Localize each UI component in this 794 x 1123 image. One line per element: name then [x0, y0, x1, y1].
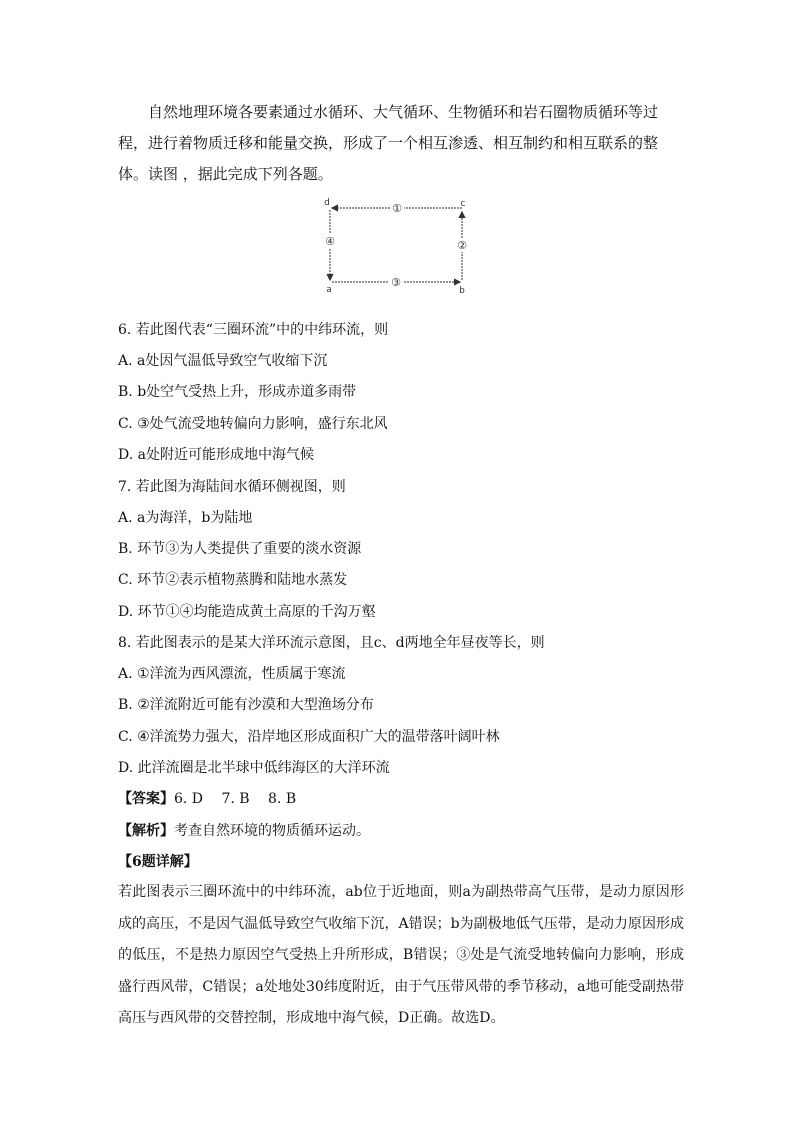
intro-paragraph: 自然地理环境各要素通过水循环、大气循环、生物循环和岩石圈物质循环等过程，进行着物质迁移和能量交换，形成了一个相互渗透、相互制约和相互联系的整体。读图 ，据此完成下列各题。	[118, 103, 659, 183]
question-8-option-d: D. 此洋流圈是北半球中低纬海区的大洋环流	[118, 760, 390, 776]
analysis-text: 考查自然环境的物质循环运动。	[174, 823, 370, 839]
question-6-stem: 6. 若此图代表“三圈环流”中的中纬环流，则	[118, 322, 389, 338]
corner-label-a: a	[326, 285, 332, 295]
question-8-option-a: A. ①洋流为西风漂流，性质属于寒流	[118, 666, 346, 682]
analysis-tag: 【解析】	[118, 823, 174, 839]
question-6-option-c: C. ③处气流受地转偏向力影响，盛行东北风	[118, 416, 388, 432]
corner-label-c: c	[460, 199, 466, 209]
answer-tag: 【答案】	[118, 791, 174, 807]
question-8-stem: 8. 若此图表示的是某大洋环流示意图，且c、d两地全年昼夜等长，则	[118, 635, 545, 651]
answer-text: 6. D 7. B 8. B	[174, 791, 297, 807]
question-7-stem: 7. 若此图为海陆间水循环侧视图，则	[118, 479, 346, 495]
corner-label-b: b	[459, 286, 465, 296]
analysis-line	[118, 821, 370, 841]
question-7-option-c: C. 环节②表示植物蒸腾和陆地水蒸发	[118, 572, 348, 588]
cycle-diagram	[322, 196, 472, 296]
detail-paragraph: 若此图表示三圈环流中的中纬环流，ab位于近地面，则a为副热带高气压带，是动力原因形成的高压，不是因气温低导致空气收缩下沉，A错误；b为副极地低气压带，是动力原因形成的低压，不是热力原因空气受热上升所形成，B错误；③处是气流受地转偏向力影响，形成盛行西风带，C错误；a处地处30纬度附近，由于气压带风带的季节移动，a地可能受副热带高压与西风带的交替控制，形成地中海气候，D正确。故选D。	[118, 884, 684, 1026]
question-7-option-b: B. 环节③为人类提供了重要的淡水资源	[118, 541, 362, 557]
question-7-option-a: A. a为海洋，b为陆地	[118, 510, 253, 526]
question-6-option-a: A. a处因气温低导致空气收缩下沉	[118, 353, 328, 369]
edge-label-bottom: ③	[391, 276, 401, 289]
edge-label-left: ④	[325, 235, 335, 248]
edge-label-right: ②	[457, 239, 467, 252]
detail-heading: 【6题详解】	[118, 854, 198, 870]
question-6-option-d: D. a处附近可能形成地中海气候	[118, 447, 314, 463]
question-8-option-c: C. ④洋流势力强大，沿岸地区形成面积广大的温带落叶阔叶林	[118, 729, 500, 745]
question-6-option-b: B. b处空气受热上升，形成赤道多雨带	[118, 384, 357, 400]
edge-label-top: ①	[392, 202, 402, 215]
corner-label-d: d	[324, 198, 330, 208]
answer-line	[118, 789, 296, 809]
question-8-option-b: B. ②洋流附近可能有沙漠和大型渔场分布	[118, 697, 374, 713]
question-7-option-d: D. 环节①④均能造成黄土高原的千沟万壑	[118, 604, 376, 620]
